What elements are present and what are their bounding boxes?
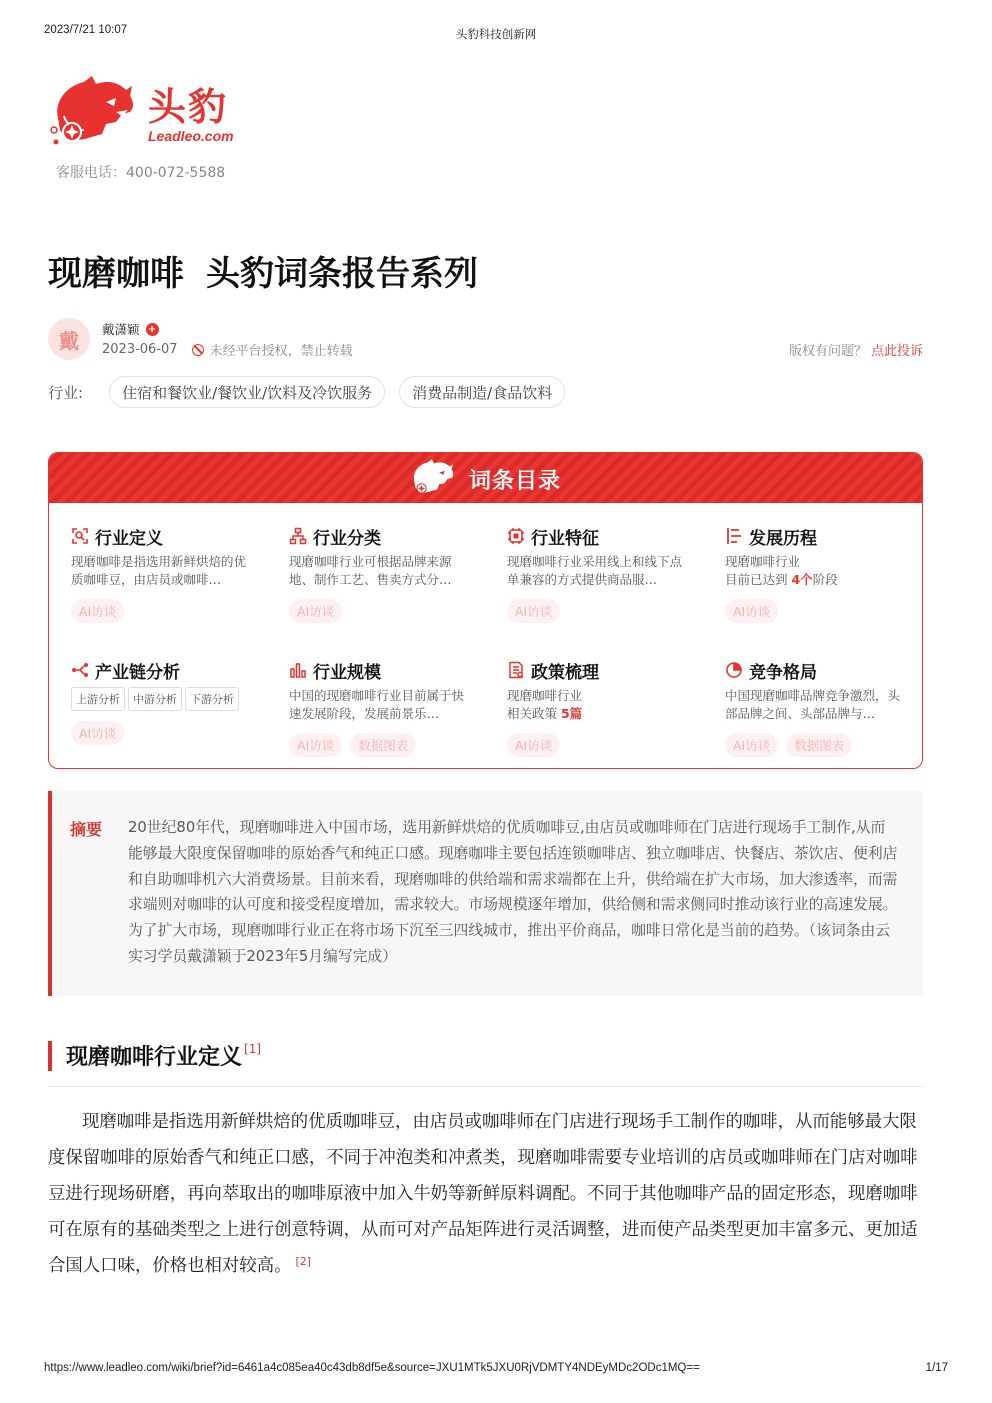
toc-item-title: 行业定义 [95,528,163,549]
print-site-title: 头豹科技创新网 [455,29,537,41]
data-chart-button[interactable]: 数据图表 [786,733,852,757]
upstream-tab[interactable]: 上游分析 [71,687,125,711]
downstream-tab[interactable]: 下游分析 [185,687,239,711]
section-title: 现磨咖啡行业定义 [1] [66,1042,262,1070]
print-footer [44,1362,948,1378]
chain-icon [71,661,89,679]
reference-link[interactable]: [2] [295,1255,312,1268]
ai-interview-button[interactable]: AI访谈 [71,721,124,745]
ai-interview-button[interactable]: AI访谈 [725,733,778,757]
complaint-link[interactable]: 点此投诉 [870,344,923,359]
copyright-prompt: 版权有问题？ [788,344,867,359]
toc-item-title: 发展历程 [749,528,817,549]
toc-header [49,453,922,503]
toc-item-desc: 现磨咖啡是指选用新鲜烘焙的优质咖啡豆，由店员或咖啡… [71,554,247,587]
toc-card [48,452,923,769]
forbidden-icon [192,344,204,356]
author-line [102,320,159,338]
definition-icon [71,527,89,545]
print-datetime: 2023/7/21 10:07 [44,24,128,36]
toc-title: 词条目录 [469,469,562,494]
author-name[interactable]: 戴潇颖 [102,322,140,337]
verified-badge-icon: + [146,323,159,336]
abstract-label: 摘要 [70,820,103,839]
publish-date: 2023-06-07 [102,342,178,357]
brand-name-cn: 头豹 [148,85,229,129]
report-series: 头豹词条报告系列 [206,254,478,294]
toc-item-desc: 现磨咖啡行业 相关政策 5篇 [507,688,583,721]
abstract-box [48,791,923,996]
policy-icon [507,661,525,679]
industry-tag[interactable]: 住宿和餐饮业/餐饮业/饮料及冷饮服务 [109,376,385,408]
page-url: https://www.leadleo.com/wiki/brief?id=6461a4c085ea40c43db8df5e&source=JXU1MTk5JXU0RjVDMTY4NDEyMDc2ODc1MQ== [44,1362,700,1374]
toc-item-policy[interactable] [507,659,707,757]
section-marker [48,1041,52,1071]
industry-row [48,376,565,408]
ai-interview-button[interactable]: AI访谈 [71,599,124,623]
ai-interview-button[interactable]: AI访谈 [289,733,342,757]
leopard-head-icon [44,72,144,152]
ai-interview-button[interactable]: AI访谈 [507,733,560,757]
midstream-tab[interactable]: 中游分析 [128,687,182,711]
toc-item-desc: 现磨咖啡行业可根据品牌来源地、制作工艺、售卖方式分… [289,554,452,587]
toc-item-title: 政策梳理 [531,662,599,683]
leopard-head-icon [407,455,459,501]
page-number: 1/17 [925,1362,948,1374]
reference-link[interactable]: [1] [244,1042,262,1056]
toc-item-definition[interactable] [71,525,271,623]
toc-item-competition[interactable] [725,659,923,757]
toc-item-desc: 中国的现磨咖啡行业目前属于快速发展阶段，发展前景乐… [289,688,465,721]
author-avatar[interactable]: 戴 [48,318,90,360]
print-header [44,24,948,40]
data-chart-button[interactable]: 数据图表 [350,733,416,757]
ai-interview-button[interactable]: AI访谈 [289,599,342,623]
industry-label: 行业: [48,383,84,402]
report-meta [102,340,353,359]
section-divider [48,1086,923,1087]
toc-item-title: 产业链分析 [95,662,180,683]
ai-interview-button[interactable]: AI访谈 [507,599,560,623]
toc-item-desc: 现磨咖啡行业采用线上和线下点单兼容的方式提供商品服… [507,554,683,587]
toc-item-title: 行业分类 [313,528,381,549]
toc-item-features[interactable] [507,525,707,623]
history-icon [725,527,743,545]
toc-item-title: 竞争格局 [749,662,817,683]
industry-tag[interactable]: 消费品制造/食品饮料 [399,376,565,408]
brand-logo[interactable] [44,72,244,152]
features-icon [507,527,525,545]
copyright-complaint [789,340,923,359]
brand-name-en: Leadleo.com [148,128,234,144]
toc-item-desc: 现磨咖啡行业 目前已达到 4个阶段 [725,554,838,587]
bar-chart-icon [289,661,307,679]
toc-item-scale[interactable] [289,659,489,757]
service-hotline: 客服电话：400-072-5588 [56,165,226,181]
toc-item-chain[interactable] [71,659,271,745]
ai-interview-button[interactable]: AI访谈 [725,599,778,623]
toc-item-desc: 中国现磨咖啡品牌竞争激烈，头部品牌之间、头部品牌与… [725,688,901,721]
toc-item-history[interactable] [725,525,923,623]
abstract-text: 20世纪80年代，现磨咖啡进入中国市场，选用新鲜烘焙的优质咖啡豆,由店员或咖啡师在门店进行现场手工制作,从而能够最大限度保留咖啡的原始香气和纯正口感。现磨咖啡主要包括连锁咖啡店、独立咖啡店、快餐店、茶饮店、便利店和自助咖啡机六大消费场景。目前来看，现磨咖啡的供给端和需求端都在上升，供给端在扩大市场，加大渗透率，而需求端则对咖啡的认可度和接受程度增加，需求较大。市场规模逐年增加，供给侧和需求侧同时推动该行业的高速发展。为了扩大市场，现磨咖啡行业正在将市场下沉至三四线城市，推出平价商品，咖啡日常化是当前的趋势。（该词条由云实习学员戴潇颖于2023年5月编写完成） [128,819,898,965]
pie-chart-icon [725,661,743,679]
section-body: 现磨咖啡是指选用新鲜烘焙的优质咖啡豆，由店员或咖啡师在门店进行现场手工制作的咖啡，从而能够最大限度保留咖啡的原始香气和纯正口感，不同于冲泡类和冲煮类，现磨咖啡需要专业培训的店员或咖啡师在门店对咖啡豆进行现场研磨，再向萃取出的咖啡原液中加入牛奶等新鲜原料调配。不同于其他咖啡产品的固定形态，现磨咖啡可在原有的基础类型之上进行创意特调，从而可对产品矩阵进行灵活调整，进而使产品类型更加丰富多元、更加适合国人口味，价格也相对较高。 [2] [48,1112,918,1276]
toc-item-title: 行业特征 [531,528,599,549]
report-topic: 现磨咖啡 [48,254,184,294]
classification-icon [289,527,307,545]
report-title [48,246,478,295]
copyright-notice: 未经平台授权，禁止转载 [209,344,353,359]
toc-item-classification[interactable] [289,525,489,623]
toc-item-title: 行业规模 [313,662,381,683]
